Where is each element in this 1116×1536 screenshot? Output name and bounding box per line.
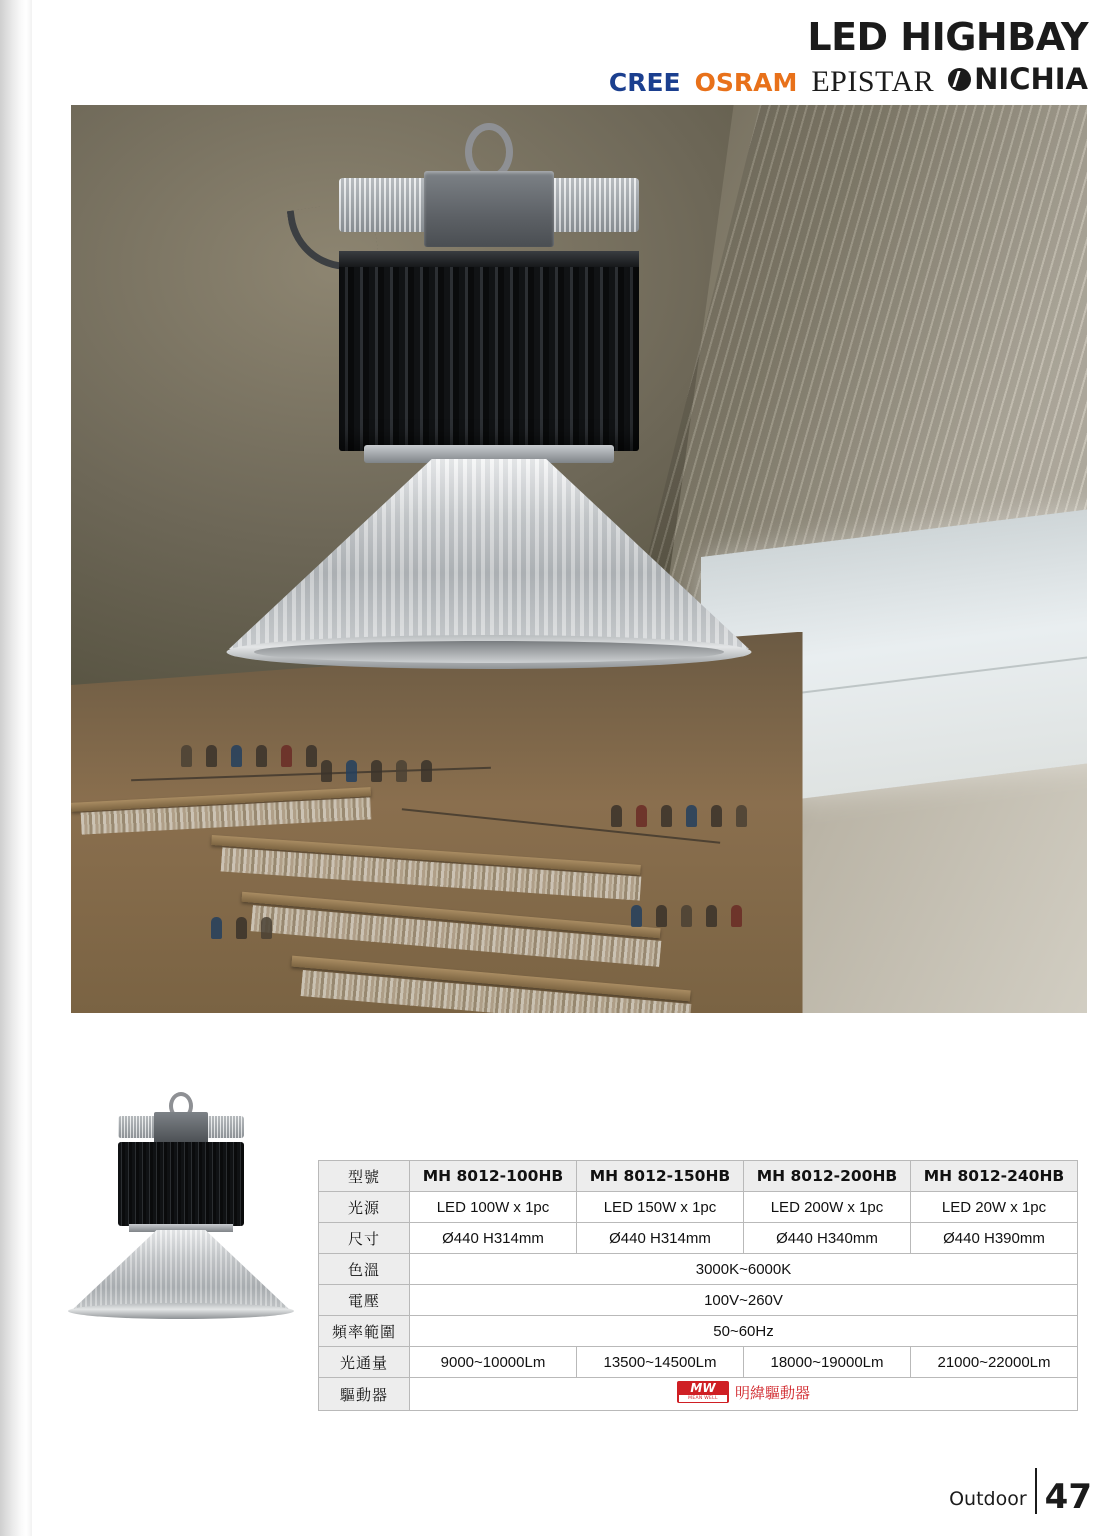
meanwell-logo-bottom: MEAN WELL bbox=[679, 1395, 727, 1402]
table-header-model: MH 8012-150HB bbox=[577, 1161, 744, 1192]
lamp-reflector-sheen bbox=[229, 459, 749, 649]
row-cell: LED 150W x 1pc bbox=[577, 1192, 744, 1223]
table-row bbox=[319, 1254, 1078, 1285]
table-row bbox=[319, 1285, 1078, 1316]
lamp-heatsink-body bbox=[339, 251, 639, 451]
driver-brand-label: 明緯驅動器 bbox=[734, 1383, 810, 1402]
lamp-driver-box bbox=[424, 171, 554, 247]
thumb-driver-box bbox=[154, 1112, 208, 1144]
row-cell-driver-logo bbox=[410, 1378, 1078, 1411]
row-label: 光源 bbox=[319, 1192, 410, 1223]
photo-people bbox=[211, 917, 272, 939]
page-footer bbox=[949, 1468, 1092, 1517]
table-header-model: MH 8012-240HB bbox=[911, 1161, 1078, 1192]
page-header bbox=[608, 15, 1088, 98]
brand-epistar: EPISTAR bbox=[811, 65, 935, 98]
product-thumbnail bbox=[66, 1092, 296, 1342]
thumb-reflector-sheen bbox=[70, 1230, 292, 1312]
row-cell: Ø440 H314mm bbox=[577, 1223, 744, 1254]
photo-people bbox=[631, 905, 742, 927]
row-label: 色溫 bbox=[319, 1254, 410, 1285]
table-row bbox=[319, 1316, 1078, 1347]
page-edge-shadow bbox=[0, 0, 26, 1536]
row-cell-merged: 100V~260V bbox=[410, 1285, 1078, 1316]
page-number: 47 bbox=[1044, 1477, 1092, 1517]
row-cell: LED 100W x 1pc bbox=[410, 1192, 577, 1223]
row-cell: 13500~14500Lm bbox=[577, 1347, 744, 1378]
table-row bbox=[319, 1223, 1078, 1254]
brand-osram: OSRAM bbox=[694, 68, 798, 97]
brand-logo-row bbox=[608, 62, 1088, 98]
thumb-reflector-rim bbox=[68, 1303, 294, 1319]
table-row bbox=[319, 1347, 1078, 1378]
row-cell: LED 20W x 1pc bbox=[911, 1192, 1078, 1223]
page-edge-shadow-inner bbox=[26, 0, 32, 1536]
highbay-lamp-illustration bbox=[199, 123, 779, 703]
hero-product-photo bbox=[71, 105, 1087, 1013]
row-cell: LED 200W x 1pc bbox=[744, 1192, 911, 1223]
photo-people bbox=[611, 805, 747, 827]
row-cell-merged: 3000K~6000K bbox=[410, 1254, 1078, 1285]
footer-divider bbox=[1035, 1468, 1037, 1514]
table-header-model: MH 8012-100HB bbox=[410, 1161, 577, 1192]
thumb-heatsink-body bbox=[118, 1142, 244, 1226]
nichia-mark-icon bbox=[948, 68, 971, 91]
specification-table bbox=[318, 1160, 1078, 1411]
meanwell-logo-icon bbox=[677, 1381, 729, 1403]
row-cell: Ø440 H340mm bbox=[744, 1223, 911, 1254]
brand-cree: CREE bbox=[608, 68, 681, 97]
row-cell: 9000~10000Lm bbox=[410, 1347, 577, 1378]
photo-people bbox=[181, 745, 317, 767]
brand-nichia bbox=[948, 62, 1088, 96]
row-cell: Ø440 H390mm bbox=[911, 1223, 1078, 1254]
meanwell-logo-top: MW bbox=[690, 1381, 716, 1395]
table-header-label: 型號 bbox=[319, 1161, 410, 1192]
row-label: 尺寸 bbox=[319, 1223, 410, 1254]
brand-nichia-label: NICHIA bbox=[974, 62, 1088, 96]
photo-people bbox=[321, 760, 432, 782]
lamp-reflector bbox=[229, 459, 749, 649]
row-cell: 21000~22000Lm bbox=[911, 1347, 1078, 1378]
row-label: 驅動器 bbox=[319, 1378, 410, 1411]
row-label: 電壓 bbox=[319, 1285, 410, 1316]
table-row bbox=[319, 1378, 1078, 1411]
thumb-reflector bbox=[70, 1230, 292, 1312]
row-label: 頻率範圍 bbox=[319, 1316, 410, 1347]
table-row bbox=[319, 1192, 1078, 1223]
page-title: LED HIGHBAY bbox=[807, 15, 1088, 59]
table-header-model: MH 8012-200HB bbox=[744, 1161, 911, 1192]
row-cell-merged: 50~60Hz bbox=[410, 1316, 1078, 1347]
row-cell: Ø440 H314mm bbox=[410, 1223, 577, 1254]
row-label: 光通量 bbox=[319, 1347, 410, 1378]
table-header-row bbox=[319, 1161, 1078, 1192]
row-cell: 18000~19000Lm bbox=[744, 1347, 911, 1378]
lamp-reflector-rim-inner bbox=[254, 641, 724, 663]
footer-section-label: Outdoor bbox=[949, 1488, 1027, 1510]
